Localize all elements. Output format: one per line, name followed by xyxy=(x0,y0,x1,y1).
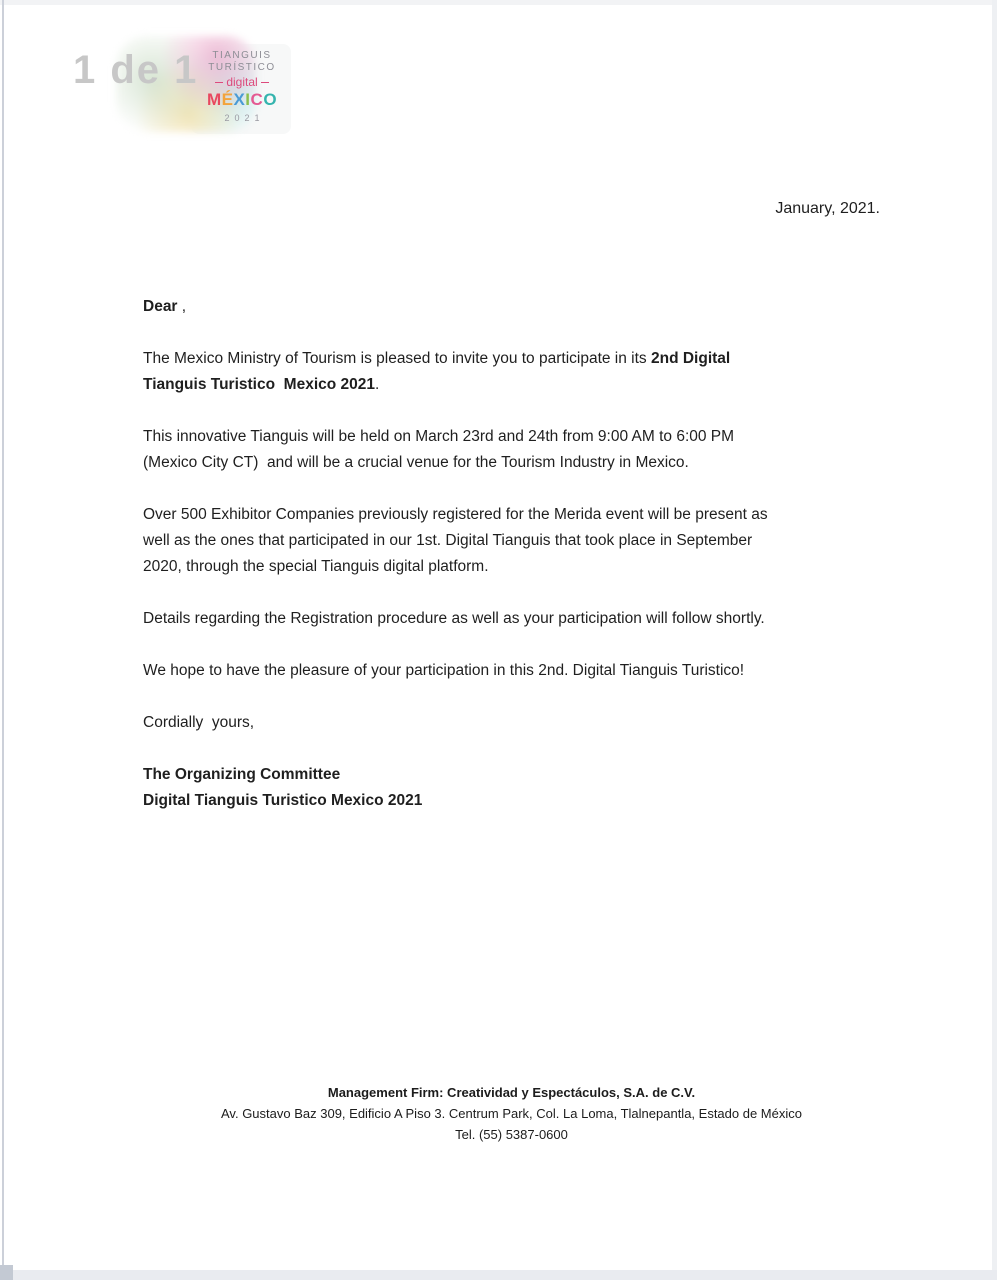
page-edge-bottom xyxy=(0,1270,997,1280)
text-segment: Details regarding the Registration procedure as well as your participation will follow shortly. xyxy=(143,610,765,627)
text-segment: well as the ones that participated in our 1st. Digital Tianguis that took place in September xyxy=(143,532,753,549)
logo-text xyxy=(199,50,285,125)
logo-digital-label xyxy=(199,75,285,90)
logo-letter: M xyxy=(206,90,222,109)
logo-year: 2021 xyxy=(224,113,265,123)
text-segment: 2020, through the special Tianguis digital platform. xyxy=(143,558,489,575)
footer-address: Av. Gustavo Baz 309, Edificio A Piso 3. Centrum Park, Col. La Loma, Tlalnepantla, Estado de México xyxy=(221,1106,802,1121)
page-edge-left xyxy=(2,0,4,1280)
text-segment: We hope to have the pleasure of your participation in this 2nd. Digital Tianguis Turistico! xyxy=(143,662,745,679)
logo-mexico xyxy=(199,90,285,110)
logo-dash-right xyxy=(261,82,269,83)
logo-letter: C xyxy=(250,90,264,109)
logo-letter: I xyxy=(245,90,251,109)
text-segment: 2nd Digital xyxy=(650,350,731,367)
text-segment: , xyxy=(177,298,187,315)
logo-letter: O xyxy=(263,90,278,109)
event-logo xyxy=(63,36,295,136)
logo-digital-text: digital xyxy=(226,75,258,89)
text-segment: (Mexico City CT) and will be a crucial venue for the Tourism Industry in Mexico. xyxy=(143,454,689,471)
logo-dash-left xyxy=(215,82,223,83)
text-segment: Dear xyxy=(143,298,178,315)
logo-tianguis-label: TIANGUIS xyxy=(212,50,272,61)
paragraph-registration xyxy=(143,606,923,632)
closing xyxy=(143,710,923,736)
text-segment: The Organizing Committee xyxy=(143,766,341,783)
text-segment: . xyxy=(375,376,380,393)
page-edge-top xyxy=(0,0,997,5)
letter-body xyxy=(143,294,923,840)
page-corner-bottom-left xyxy=(0,1265,13,1280)
text-segment: Over 500 Exhibitor Companies previously registered for the Merida event will be present as xyxy=(143,506,768,523)
paragraph-invitation xyxy=(143,346,923,398)
text-segment: Tianguis Turistico Mexico 2021 xyxy=(143,376,376,393)
letter-date: January, 2021. xyxy=(775,200,880,217)
paragraph-event-dates xyxy=(143,424,923,476)
signature-block xyxy=(143,762,923,814)
page-edge-right xyxy=(992,0,997,1280)
text-segment: The Mexico Ministry of Tourism is pleased to invite you to participate in its xyxy=(143,350,651,367)
text-segment: This innovative Tianguis will be held on March 23rd and 24th from 9:00 AM to 6:00 PM xyxy=(143,428,735,445)
paragraph-hope xyxy=(143,658,923,684)
footer-management-firm: Management Firm: Creatividad y Espectáculos, S.A. de C.V. xyxy=(327,1085,696,1100)
page-count-watermark: 1 de 1 xyxy=(73,48,199,92)
logo-letter: X xyxy=(233,90,246,109)
footer xyxy=(143,1082,880,1145)
footer-phone: Tel. (55) 5387-0600 xyxy=(455,1127,568,1142)
logo-letter: É xyxy=(221,90,234,109)
salutation xyxy=(143,294,923,320)
logo-turistico-label: TURÍSTICO xyxy=(208,62,276,73)
paragraph-exhibitors xyxy=(143,502,923,580)
text-segment: Cordially yours, xyxy=(143,714,255,731)
text-segment: Digital Tianguis Turistico Mexico 2021 xyxy=(143,792,423,809)
